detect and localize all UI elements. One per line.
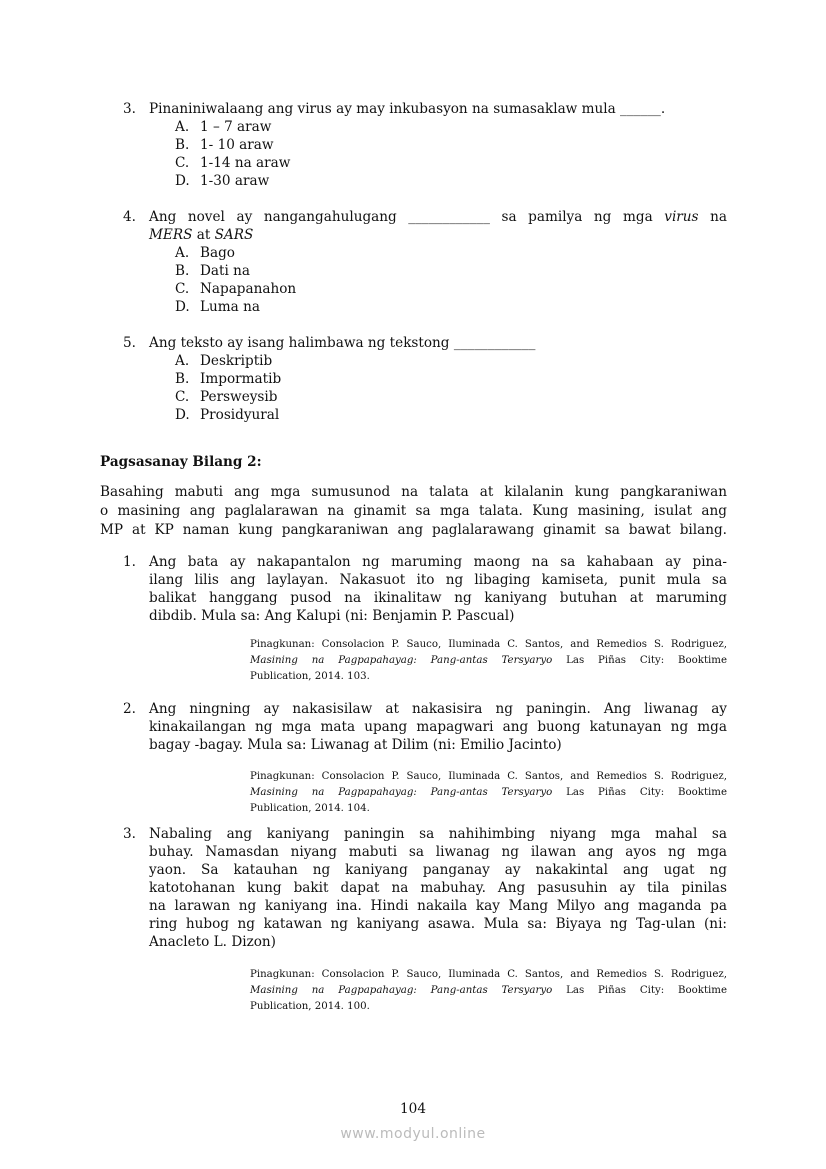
text: Las Piñas City: Booktime [552, 787, 727, 798]
question-text: Ang teksto ay isang halimbawa ng tekstong ____________ [149, 335, 536, 351]
option-letter: C. [175, 281, 190, 297]
item-number: 3. [123, 826, 136, 842]
option-letter: A. [175, 245, 190, 261]
option-text: 1- 10 araw [200, 137, 274, 153]
text-line: ring hubog ng katawan ng kaniyang asawa. Mula sa: Biyaya ng Tag-ulan (ni: [149, 916, 727, 932]
question-number: 3. [123, 101, 136, 117]
citation-line [250, 983, 727, 999]
text: virus [664, 209, 699, 225]
option-letter: C. [175, 389, 190, 405]
option-b [175, 370, 727, 388]
option-text: Impormatib [200, 371, 282, 387]
text-line: Nabaling ang kaniyang paningin sa nahihimbing niyang mga mahal sa [149, 826, 727, 842]
option-c [175, 280, 727, 298]
option-letter: D. [175, 173, 190, 189]
question-4 [123, 208, 727, 316]
citation-line: Publication, 2014. 104. [250, 803, 370, 814]
question-text [149, 226, 727, 244]
citation-line [250, 653, 727, 669]
text-line: Basahing mabuti ang mga sumusunod na talata at kilalanin kung pangkaraniwan [100, 484, 727, 500]
text: na [698, 209, 727, 225]
instructions [100, 483, 727, 540]
option-a [175, 352, 727, 370]
option-letter: C. [175, 155, 190, 171]
question-number: 5. [123, 335, 136, 351]
option-letter: B. [175, 371, 190, 387]
item-number: 1. [123, 554, 136, 570]
text-line: buhay. Namasdan niyang mabuti sa liwanag ng ilawan ang ayos ng mga [149, 844, 727, 860]
text-line: Anacleto L. Dizon) [149, 934, 276, 950]
book-title: Masining na Pagpapahayag: Pang-antas Tersyaryo [250, 655, 553, 666]
option-b [175, 136, 727, 154]
option-text: Luma na [200, 299, 260, 315]
page-number: 104 [400, 1101, 426, 1117]
option-letter: A. [175, 119, 190, 135]
text-line: Ang bata ay nakapantalon ng maruming maong na sa kahabaan ay pina- [149, 554, 727, 570]
option-text: Persweysib [200, 389, 278, 405]
text-line: MP at KP naman kung pangkaraniwan ang paglalarawang ginamit sa bawat bilang. [100, 522, 727, 538]
question-number: 4. [123, 209, 136, 225]
question-5 [123, 334, 727, 424]
citation-line [250, 785, 727, 801]
option-text: Prosidyural [200, 407, 280, 423]
option-letter: B. [175, 137, 190, 153]
text-line: na larawan ng kaniyang ina. Hindi nakaila kay Mang Milyo ang maganda pa [149, 898, 727, 914]
citation-3 [250, 967, 727, 1015]
text: SARS [214, 227, 254, 243]
option-letter: D. [175, 407, 190, 423]
item-number: 2. [123, 701, 136, 717]
citation-line: Publication, 2014. 100. [250, 1001, 370, 1012]
option-letter: B. [175, 263, 190, 279]
question-text: Pinaniniwalaang ang virus ay may inkubasyon na sumasaklaw mula ______. [149, 101, 666, 117]
text-line: bagay -bagay. Mula sa: Liwanag at Dilim (ni: Emilio Jacinto) [149, 737, 562, 753]
option-text: Deskriptib [200, 353, 273, 369]
item-2 [123, 700, 727, 754]
citation-line: Pinagkunan: Consolacion P. Sauco, Iluminada C. Santos, and Remedios S. Rodriguez, [250, 969, 727, 980]
text: at [192, 227, 215, 243]
option-d [175, 298, 727, 316]
text-line: balikat hanggang pusod na ikinalitaw ng kaniyang butuhan at maruming [149, 590, 727, 606]
option-c [175, 154, 727, 172]
citation-line: Publication, 2014. 103. [250, 671, 370, 682]
text-line: kinakailangan ng mga mata upang mapagwari ang buong katunayan ng mga [149, 719, 727, 735]
watermark: www.modyul.online [340, 1126, 486, 1142]
option-text: 1-30 araw [200, 173, 270, 189]
option-text: Dati na [200, 263, 250, 279]
option-text: 1-14 na araw [200, 155, 291, 171]
item-1 [123, 553, 727, 625]
option-text: Napapanahon [200, 281, 297, 297]
option-letter: D. [175, 299, 190, 315]
text-line: dibdib. Mula sa: Ang Kalupi (ni: Benjamin P. Pascual) [149, 608, 515, 624]
citation-2 [250, 769, 727, 817]
text-line: yaon. Sa katauhan ng kaniyang panganay ay nakakintal ang ugat ng [149, 862, 727, 878]
citation-line: Pinagkunan: Consolacion P. Sauco, Iluminada C. Santos, and Remedios S. Rodriguez, [250, 639, 727, 650]
text-line: Ang ningning ay nakasisilaw at nakasisira ng paningin. Ang liwanag ay [149, 701, 727, 717]
option-text: Bago [200, 245, 235, 261]
text-line: o masining ang paglalarawan na ginamit sa mga talata. Kung masining, isulat ang [100, 503, 727, 519]
text: Ang novel ay nangangahulugang ____________ sa pamilya ng mga [149, 209, 665, 225]
option-a [175, 118, 727, 136]
question-text [149, 208, 727, 226]
citation-1 [250, 637, 727, 685]
question-3 [123, 100, 727, 190]
option-text: 1 – 7 araw [200, 119, 272, 135]
option-d [175, 406, 727, 424]
option-a [175, 244, 727, 262]
text: Las Piñas City: Booktime [552, 985, 727, 996]
text-line: katotohanan kung bakit dapat na mabuhay. Ang pasusuhin ay tila pinilas [149, 880, 727, 896]
text-line: ilang lilis ang laylayan. Nakasuot ito ng libaging kamiseta, punit mula sa [149, 572, 727, 588]
text: Las Piñas City: Booktime [552, 655, 727, 666]
section-heading: Pagsasanay Bilang 2: [100, 454, 262, 470]
citation-line: Pinagkunan: Consolacion P. Sauco, Iluminada C. Santos, and Remedios S. Rodriguez, [250, 771, 727, 782]
option-c [175, 388, 727, 406]
option-b [175, 262, 727, 280]
text: MERS [149, 227, 193, 243]
option-d [175, 172, 727, 190]
book-title: Masining na Pagpapahayag: Pang-antas Tersyaryo [250, 787, 553, 798]
book-title: Masining na Pagpapahayag: Pang-antas Tersyaryo [250, 985, 553, 996]
option-letter: A. [175, 353, 190, 369]
item-3 [123, 825, 727, 951]
